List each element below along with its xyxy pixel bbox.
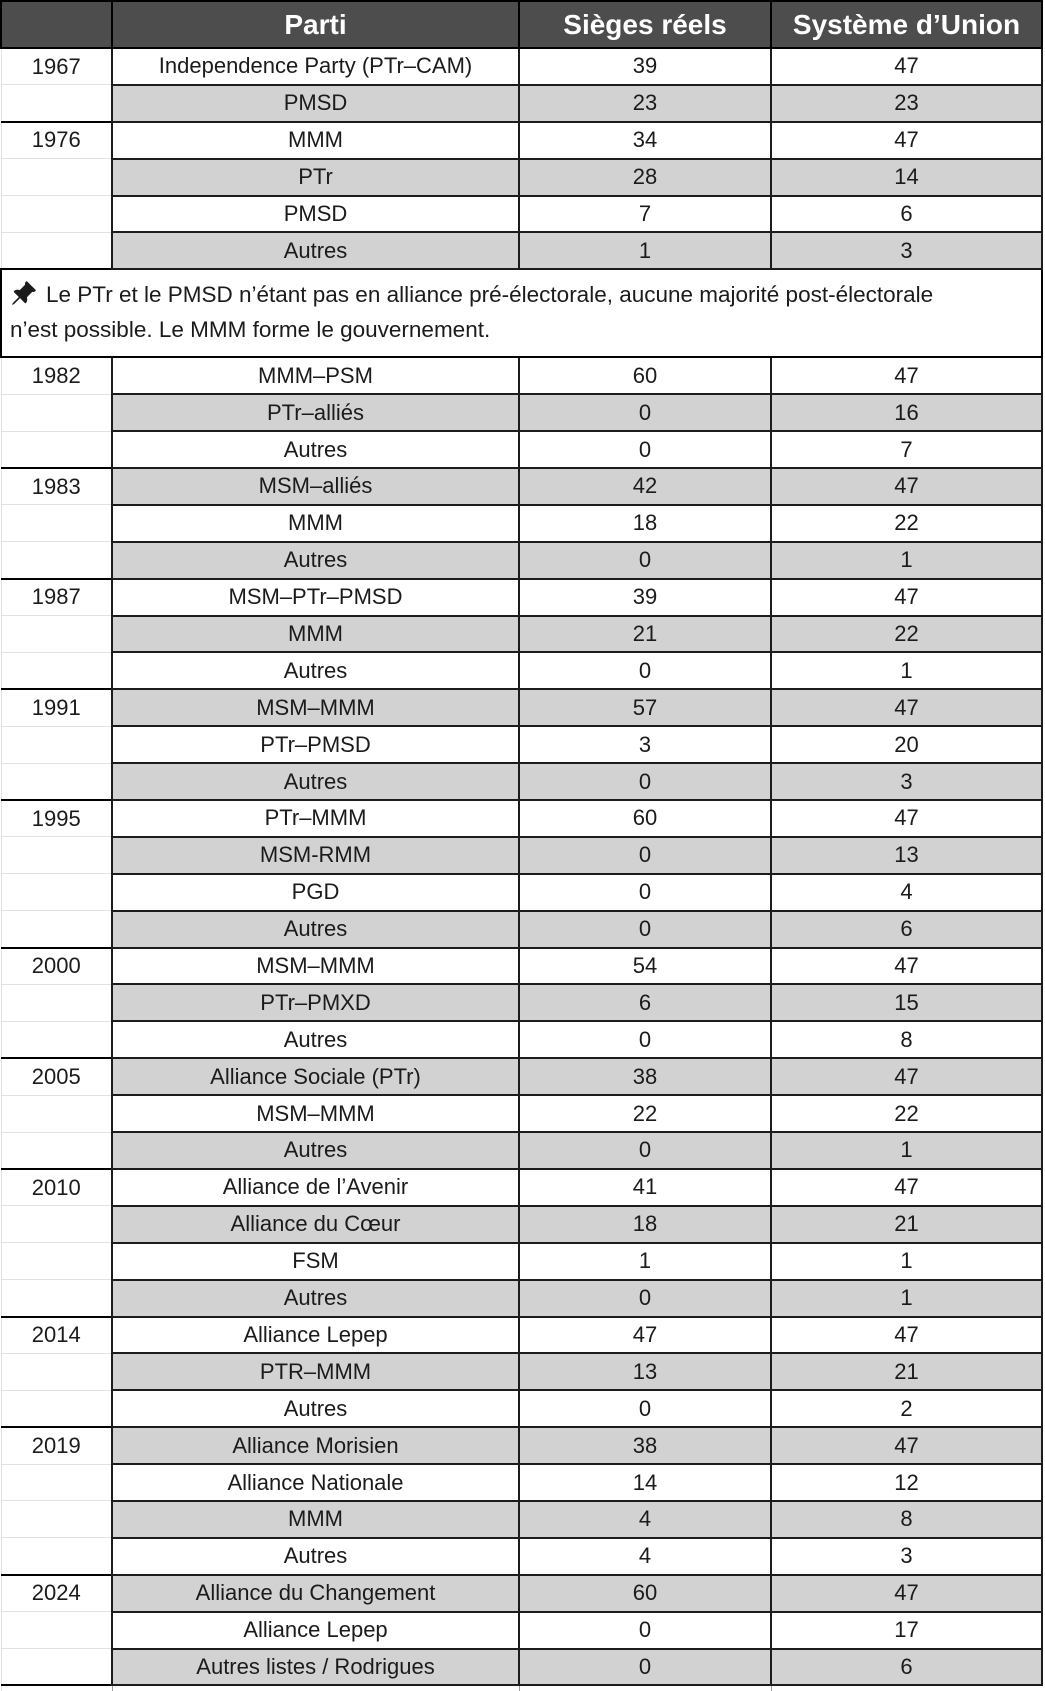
results-table-body xyxy=(1,48,1042,1691)
seats-real-cell: 0 xyxy=(519,911,771,948)
table-row xyxy=(1,1427,1042,1464)
seats-real-cell: 23 xyxy=(519,85,771,122)
seats-union-cell: 47 xyxy=(771,579,1042,616)
table-row xyxy=(1,652,1042,689)
table-row xyxy=(1,1353,1042,1390)
table-row xyxy=(1,1280,1042,1317)
table-row xyxy=(1,1649,1042,1686)
seats-real-cell: 21 xyxy=(519,616,771,653)
party-cell: Autres xyxy=(112,1390,519,1427)
year-cell: 1991 xyxy=(1,689,112,726)
seats-union-cell: 47 xyxy=(771,1058,1042,1095)
seats-union-cell xyxy=(771,1685,1042,1691)
seats-real-cell: 0 xyxy=(519,763,771,800)
table-row xyxy=(1,85,1042,122)
year-cell: 2010 xyxy=(1,1169,112,1206)
party-cell xyxy=(112,1685,519,1691)
seats-union-cell: 47 xyxy=(771,948,1042,985)
party-cell: Autres listes / Rodrigues xyxy=(112,1649,519,1686)
seats-union-cell: 22 xyxy=(771,1095,1042,1132)
seats-union-cell: 1 xyxy=(771,1132,1042,1169)
year-cell: 2024 xyxy=(1,1575,112,1612)
party-cell: Autres xyxy=(112,542,519,579)
seats-real-cell: 4 xyxy=(519,1501,771,1538)
seats-real-cell: 0 xyxy=(519,837,771,874)
party-cell: PTr xyxy=(112,159,519,196)
seats-union-cell: 23 xyxy=(771,85,1042,122)
seats-union-cell: 21 xyxy=(771,1206,1042,1243)
seats-real-cell: 0 xyxy=(519,1280,771,1317)
seats-real-cell: 34 xyxy=(519,122,771,159)
party-cell: FSM xyxy=(112,1243,519,1280)
table-row xyxy=(1,1206,1042,1243)
year-cell xyxy=(1,1612,112,1649)
seats-union-cell: 22 xyxy=(771,505,1042,542)
seats-union-cell: 20 xyxy=(771,726,1042,763)
seats-real-cell: 0 xyxy=(519,394,771,431)
year-cell: 2019 xyxy=(1,1427,112,1464)
year-cell xyxy=(1,616,112,653)
party-cell: Alliance du Changement xyxy=(112,1575,519,1612)
seats-union-cell: 1 xyxy=(771,542,1042,579)
party-cell: MSM–PTr–PMSD xyxy=(112,579,519,616)
col-header-systeme-union: Système d’Union xyxy=(771,1,1042,48)
table-row xyxy=(1,689,1042,726)
table-row xyxy=(1,468,1042,505)
year-cell: 1967 xyxy=(1,48,112,85)
table-row xyxy=(1,1132,1042,1169)
seats-union-cell: 47 xyxy=(771,357,1042,394)
party-cell: MMM–PSM xyxy=(112,357,519,394)
party-cell: Autres xyxy=(112,652,519,689)
year-cell: 2000 xyxy=(1,948,112,985)
seats-union-cell: 47 xyxy=(771,468,1042,505)
table-row xyxy=(1,1612,1042,1649)
year-cell xyxy=(1,1649,112,1686)
party-cell: Autres xyxy=(112,232,519,269)
table-row xyxy=(1,1095,1042,1132)
seats-union-cell: 47 xyxy=(771,48,1042,85)
year-cell: 1976 xyxy=(1,122,112,159)
seats-real-cell: 4 xyxy=(519,1538,771,1575)
seats-real-cell: 41 xyxy=(519,1169,771,1206)
year-cell xyxy=(1,1021,112,1058)
seats-real-cell: 0 xyxy=(519,1132,771,1169)
table-row xyxy=(1,726,1042,763)
party-cell: Alliance du Cœur xyxy=(112,1206,519,1243)
year-cell xyxy=(1,837,112,874)
seats-real-cell: 39 xyxy=(519,48,771,85)
seats-real-cell xyxy=(519,1685,771,1691)
table-row xyxy=(1,800,1042,837)
year-cell xyxy=(1,394,112,431)
seats-real-cell: 3 xyxy=(519,726,771,763)
year-cell xyxy=(1,652,112,689)
table-row xyxy=(1,357,1042,394)
year-cell: 2005 xyxy=(1,1058,112,1095)
note-cell xyxy=(1,269,1042,357)
seats-union-cell: 47 xyxy=(771,1575,1042,1612)
year-cell xyxy=(1,159,112,196)
year-cell xyxy=(1,726,112,763)
seats-real-cell: 1 xyxy=(519,1243,771,1280)
seats-real-cell: 0 xyxy=(519,1649,771,1686)
table-row xyxy=(1,948,1042,985)
table-row xyxy=(1,984,1042,1021)
year-cell xyxy=(1,1132,112,1169)
pushpin-icon xyxy=(10,280,37,307)
seats-union-cell: 8 xyxy=(771,1501,1042,1538)
year-cell xyxy=(1,1685,112,1691)
seats-union-cell: 1 xyxy=(771,1243,1042,1280)
table-row xyxy=(1,159,1042,196)
year-cell xyxy=(1,1464,112,1501)
seats-real-cell: 0 xyxy=(519,652,771,689)
seats-real-cell: 39 xyxy=(519,579,771,616)
seats-union-cell: 47 xyxy=(771,800,1042,837)
party-cell: Autres xyxy=(112,431,519,468)
seats-real-cell: 57 xyxy=(519,689,771,726)
table-row xyxy=(1,48,1042,85)
seats-real-cell: 54 xyxy=(519,948,771,985)
seats-real-cell: 22 xyxy=(519,1095,771,1132)
party-cell: MSM–alliés xyxy=(112,468,519,505)
table-row xyxy=(1,1501,1042,1538)
col-header-year xyxy=(1,1,112,48)
party-cell: PTr–PMXD xyxy=(112,984,519,1021)
table-row xyxy=(1,1169,1042,1206)
year-cell xyxy=(1,1243,112,1280)
table-row xyxy=(1,837,1042,874)
year-cell xyxy=(1,1501,112,1538)
seats-union-cell: 15 xyxy=(771,984,1042,1021)
year-cell xyxy=(1,505,112,542)
seats-union-cell: 21 xyxy=(771,1353,1042,1390)
seats-union-cell: 8 xyxy=(771,1021,1042,1058)
table-row xyxy=(1,1243,1042,1280)
table-row xyxy=(1,122,1042,159)
year-cell xyxy=(1,85,112,122)
year-cell xyxy=(1,1280,112,1317)
party-cell: Autres xyxy=(112,1280,519,1317)
seats-union-cell: 1 xyxy=(771,652,1042,689)
table-row xyxy=(1,542,1042,579)
seats-union-cell: 6 xyxy=(771,196,1042,233)
seats-union-cell: 2 xyxy=(771,1390,1042,1427)
seats-union-cell: 3 xyxy=(771,763,1042,800)
seats-real-cell: 0 xyxy=(519,1021,771,1058)
party-cell: PTr–MMM xyxy=(112,800,519,837)
party-cell: Alliance Lepep xyxy=(112,1317,519,1354)
seats-real-cell: 1 xyxy=(519,232,771,269)
seats-union-cell: 1 xyxy=(771,1280,1042,1317)
year-cell: 1983 xyxy=(1,468,112,505)
table-row xyxy=(1,763,1042,800)
party-cell: PTr–alliés xyxy=(112,394,519,431)
table-row xyxy=(1,1317,1042,1354)
table-row xyxy=(1,1058,1042,1095)
table-row xyxy=(1,616,1042,653)
seats-union-cell: 6 xyxy=(771,911,1042,948)
year-cell xyxy=(1,196,112,233)
table-row xyxy=(1,196,1042,233)
party-cell: PTR–MMM xyxy=(112,1353,519,1390)
table-row xyxy=(1,505,1042,542)
seats-real-cell: 0 xyxy=(519,542,771,579)
seats-real-cell: 0 xyxy=(519,431,771,468)
year-cell xyxy=(1,1095,112,1132)
seats-real-cell: 60 xyxy=(519,800,771,837)
party-cell: Independence Party (PTr–CAM) xyxy=(112,48,519,85)
seats-union-cell: 12 xyxy=(771,1464,1042,1501)
seats-union-cell: 3 xyxy=(771,232,1042,269)
seats-union-cell: 47 xyxy=(771,1427,1042,1464)
seats-union-cell: 6 xyxy=(771,1649,1042,1686)
year-cell: 1995 xyxy=(1,800,112,837)
seats-union-cell: 3 xyxy=(771,1538,1042,1575)
party-cell: MSM–MMM xyxy=(112,948,519,985)
seats-union-cell: 47 xyxy=(771,122,1042,159)
party-cell: Autres xyxy=(112,1132,519,1169)
table-row xyxy=(1,1464,1042,1501)
party-cell: PMSD xyxy=(112,196,519,233)
party-cell: Alliance Sociale (PTr) xyxy=(112,1058,519,1095)
year-cell: 1982 xyxy=(1,357,112,394)
seats-real-cell: 13 xyxy=(519,1353,771,1390)
party-cell: Alliance de l’Avenir xyxy=(112,1169,519,1206)
seats-union-cell: 22 xyxy=(771,616,1042,653)
party-cell: Alliance Lepep xyxy=(112,1612,519,1649)
table-row xyxy=(1,1575,1042,1612)
seats-real-cell: 38 xyxy=(519,1058,771,1095)
note-text: Le PTr et le PMSD n’étant pas en alliance pré-électorale, aucune majorité post-électorale n’est possible. Le MMM forme le gouvernement. xyxy=(10,282,934,343)
party-cell: Alliance Morisien xyxy=(112,1427,519,1464)
seats-union-cell: 16 xyxy=(771,394,1042,431)
seats-union-cell: 13 xyxy=(771,837,1042,874)
seats-real-cell: 42 xyxy=(519,468,771,505)
year-cell xyxy=(1,1538,112,1575)
year-cell xyxy=(1,874,112,911)
party-cell: Autres xyxy=(112,1021,519,1058)
seats-real-cell: 38 xyxy=(519,1427,771,1464)
seats-union-cell: 47 xyxy=(771,1317,1042,1354)
note-row xyxy=(1,269,1042,357)
party-cell: PGD xyxy=(112,874,519,911)
results-table-header xyxy=(1,1,1042,48)
year-cell xyxy=(1,984,112,1021)
table-row xyxy=(1,1390,1042,1427)
party-cell: Autres xyxy=(112,911,519,948)
party-cell: MSM-RMM xyxy=(112,837,519,874)
table-row xyxy=(1,874,1042,911)
table-row xyxy=(1,1021,1042,1058)
year-cell xyxy=(1,431,112,468)
seats-real-cell: 18 xyxy=(519,1206,771,1243)
party-cell: MSM–MMM xyxy=(112,1095,519,1132)
table-row xyxy=(1,232,1042,269)
year-cell: 1987 xyxy=(1,579,112,616)
party-cell: MMM xyxy=(112,122,519,159)
party-cell: MSM–MMM xyxy=(112,689,519,726)
col-header-parti: Parti xyxy=(112,1,519,48)
seats-real-cell: 0 xyxy=(519,1390,771,1427)
party-cell: MMM xyxy=(112,616,519,653)
year-cell xyxy=(1,542,112,579)
seats-union-cell: 47 xyxy=(771,1169,1042,1206)
party-cell: Autres xyxy=(112,763,519,800)
table-row xyxy=(1,431,1042,468)
year-cell xyxy=(1,763,112,800)
year-cell xyxy=(1,232,112,269)
year-cell xyxy=(1,911,112,948)
seats-real-cell: 60 xyxy=(519,1575,771,1612)
table-row xyxy=(1,394,1042,431)
party-cell: MMM xyxy=(112,1501,519,1538)
table-row xyxy=(1,911,1042,948)
seats-union-cell: 7 xyxy=(771,431,1042,468)
seats-union-cell: 47 xyxy=(771,689,1042,726)
party-cell: MMM xyxy=(112,505,519,542)
partial-row xyxy=(1,1685,1042,1691)
header-row xyxy=(1,1,1042,48)
seats-union-cell: 14 xyxy=(771,159,1042,196)
party-cell: PTr–PMSD xyxy=(112,726,519,763)
seats-real-cell: 28 xyxy=(519,159,771,196)
year-cell: 2014 xyxy=(1,1317,112,1354)
party-cell: PMSD xyxy=(112,85,519,122)
seats-real-cell: 47 xyxy=(519,1317,771,1354)
col-header-sieges-reels: Sièges réels xyxy=(519,1,771,48)
seats-real-cell: 0 xyxy=(519,1612,771,1649)
seats-real-cell: 6 xyxy=(519,984,771,1021)
seats-real-cell: 0 xyxy=(519,874,771,911)
seats-union-cell: 17 xyxy=(771,1612,1042,1649)
party-cell: Autres xyxy=(112,1538,519,1575)
year-cell xyxy=(1,1353,112,1390)
seats-real-cell: 60 xyxy=(519,357,771,394)
table-row xyxy=(1,1538,1042,1575)
year-cell xyxy=(1,1390,112,1427)
seats-union-cell: 4 xyxy=(771,874,1042,911)
seats-real-cell: 18 xyxy=(519,505,771,542)
year-cell xyxy=(1,1206,112,1243)
party-cell: Alliance Nationale xyxy=(112,1464,519,1501)
seats-real-cell: 14 xyxy=(519,1464,771,1501)
table-row xyxy=(1,579,1042,616)
seats-real-cell: 7 xyxy=(519,196,771,233)
